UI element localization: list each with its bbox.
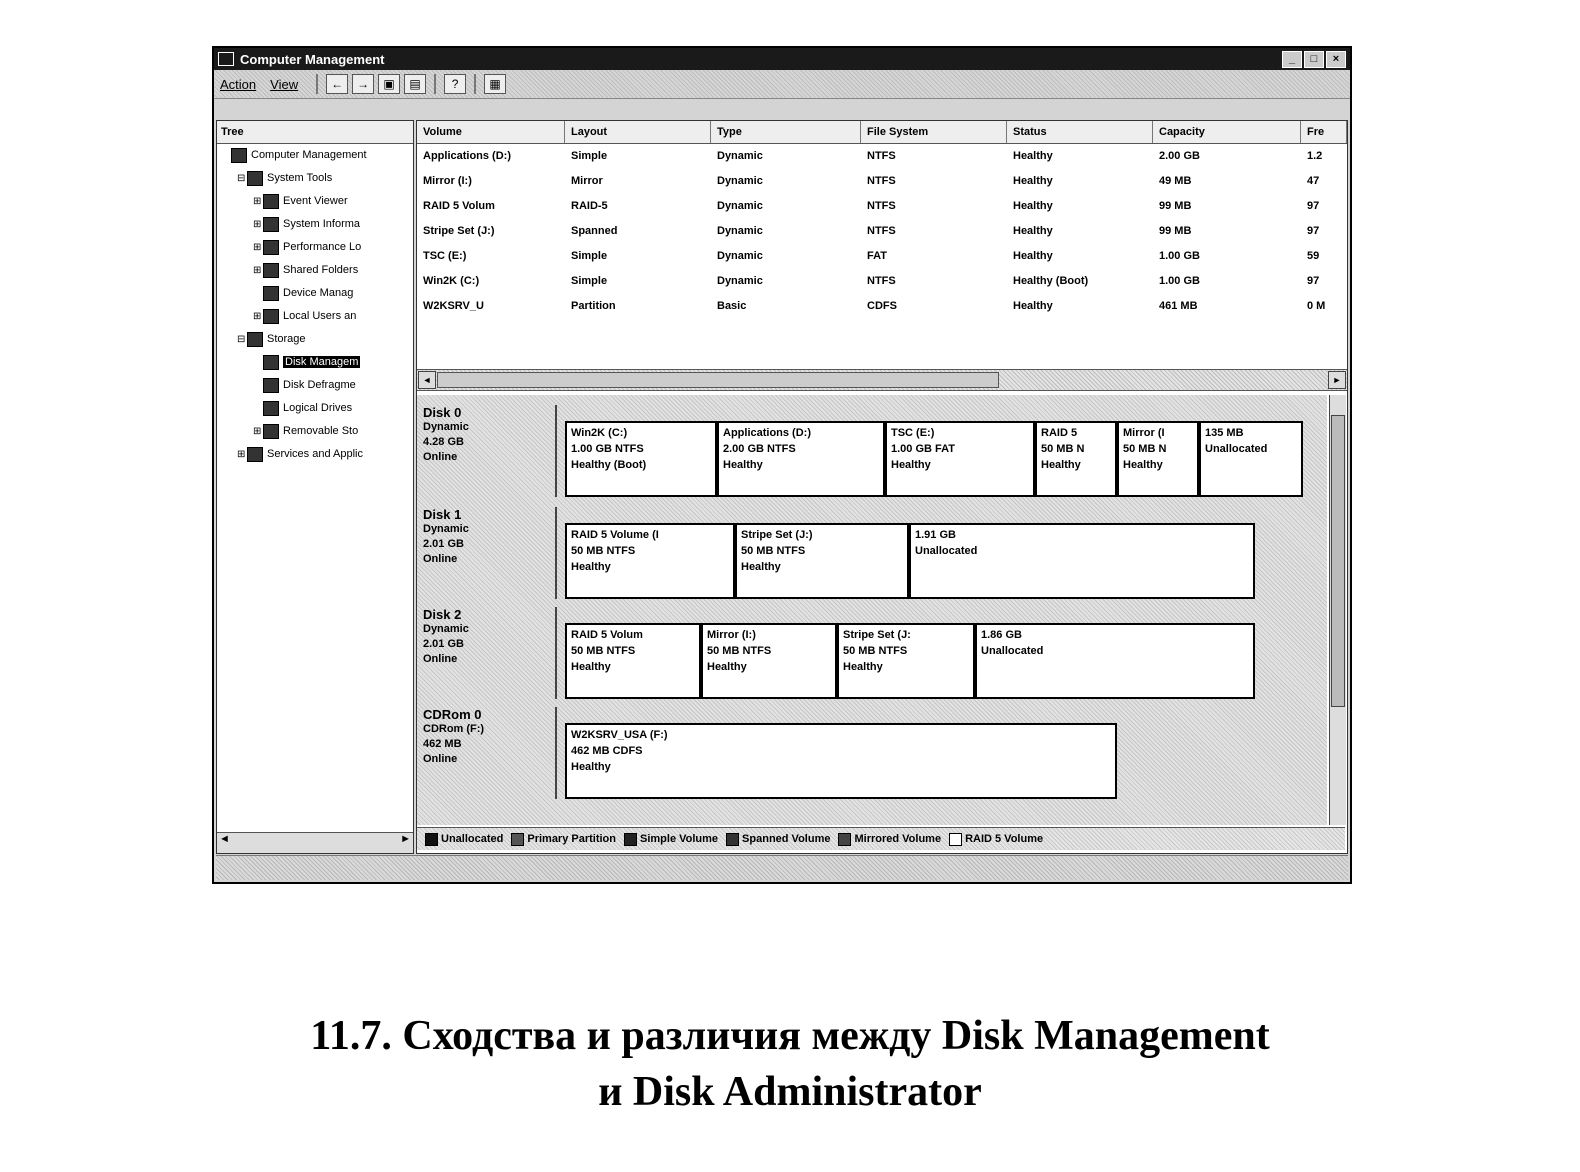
removable-storage-icon — [263, 424, 279, 439]
table-row[interactable] — [417, 219, 1347, 244]
legend-swatch — [726, 833, 739, 846]
disk-name: Disk 0 — [423, 405, 462, 420]
legend-label: Simple Volume — [640, 833, 719, 845]
table-cell: 0 M — [1307, 300, 1326, 312]
table-cell: NTFS — [867, 175, 896, 187]
table-cell: RAID 5 Volum — [423, 200, 495, 212]
caption-line-1: 11.7. Сходства и различия между Disk Management — [310, 1013, 1270, 1059]
legend-label: RAID 5 Volume — [965, 833, 1044, 845]
tree-node[interactable] — [217, 328, 413, 351]
system-info-icon — [263, 217, 279, 232]
table-cell: Dynamic — [717, 275, 763, 287]
scroll-left-icon[interactable]: ◄ — [418, 371, 436, 389]
volume-l1: RAID 5 — [1041, 427, 1078, 439]
column-header[interactable]: File System — [861, 121, 1007, 143]
legend-label: Spanned Volume — [742, 833, 831, 845]
tree-node[interactable] — [217, 351, 413, 374]
volume-l1: RAID 5 Volume (I — [571, 529, 659, 541]
menu-action[interactable]: Action — [220, 76, 257, 92]
tree-node-label: Device Manag — [283, 287, 354, 299]
volume-list-horizontal-scrollbar[interactable] — [417, 369, 1347, 391]
volume-l3: Unallocated — [1205, 443, 1268, 455]
table-cell: NTFS — [867, 150, 896, 162]
volume-l2: 50 MB NTFS — [571, 645, 636, 657]
console-tree — [216, 120, 414, 854]
table-cell: Spanned — [571, 225, 618, 237]
table-cell: Simple — [571, 150, 608, 162]
volume-l1: RAID 5 Volum — [571, 629, 643, 641]
show-hide-tree-icon[interactable]: ▤ — [404, 74, 426, 94]
tree-node[interactable] — [217, 259, 413, 282]
legend-swatch — [425, 833, 438, 846]
volume-l3: Healthy — [1123, 459, 1163, 471]
help-icon[interactable]: ? — [444, 74, 466, 94]
table-cell: Healthy — [1013, 225, 1053, 237]
tree-node[interactable] — [217, 305, 413, 328]
users-icon — [263, 309, 279, 324]
volume-list-header — [417, 121, 1347, 144]
column-header[interactable]: Capacity — [1153, 121, 1301, 143]
figure-caption — [0, 1008, 1580, 1120]
volume-region[interactable] — [701, 623, 837, 699]
table-cell: Simple — [571, 250, 608, 262]
performance-icon — [263, 240, 279, 255]
computer-icon — [231, 148, 247, 163]
table-cell: Dynamic — [717, 175, 763, 187]
table-cell: Mirror — [571, 175, 603, 187]
table-cell: 1.00 GB — [1159, 275, 1200, 287]
tree-node-label: Disk Defragme — [283, 379, 356, 391]
table-row[interactable] — [417, 269, 1347, 294]
disk-name: Disk 2 — [423, 607, 462, 622]
disk-type: Dynamic — [423, 623, 469, 635]
column-header[interactable]: Fre — [1301, 121, 1347, 143]
table-cell: 99 MB — [1159, 200, 1192, 212]
table-cell: Healthy — [1013, 175, 1053, 187]
caption-line-2: и Disk Administrator — [598, 1069, 982, 1115]
table-cell: Win2K (C:) — [423, 275, 480, 287]
column-header[interactable]: Layout — [565, 121, 711, 143]
table-cell: Simple — [571, 275, 608, 287]
tree-node[interactable] — [217, 236, 413, 259]
table-cell: Mirror (I:) — [423, 175, 472, 187]
legend-swatch — [511, 833, 524, 846]
volume-l3: Unallocated — [981, 645, 1044, 657]
column-header[interactable]: Type — [711, 121, 861, 143]
volume-l3: Healthy — [843, 661, 883, 673]
volume-list — [417, 144, 1347, 319]
table-cell: Dynamic — [717, 150, 763, 162]
disk-name: Disk 1 — [423, 507, 462, 522]
legend-label: Unallocated — [441, 833, 504, 845]
tree-node-label: Local Users an — [283, 310, 357, 322]
volume-l3: Healthy (Boot) — [571, 459, 647, 471]
unallocated-region[interactable] — [975, 623, 1255, 699]
tree-node-label: Logical Drives — [283, 402, 353, 414]
menu-bar — [214, 70, 1350, 99]
table-cell: NTFS — [867, 200, 896, 212]
legend-bar — [417, 827, 1345, 850]
column-header[interactable]: Status — [1007, 121, 1153, 143]
expand-collapse-icon[interactable]: ⊞ — [253, 242, 262, 253]
volume-l2: 1.91 GB — [915, 529, 956, 541]
tree-node-label: System Tools — [267, 172, 333, 184]
legend-swatch — [838, 833, 851, 846]
tree-node-label: Storage — [267, 333, 306, 345]
menu-view[interactable]: View — [270, 76, 299, 92]
scroll-right-icon[interactable]: ► — [400, 833, 411, 845]
table-cell: 47 — [1307, 175, 1320, 187]
column-header[interactable]: Volume — [417, 121, 565, 143]
volume-l3: Unallocated — [915, 545, 978, 557]
close-button[interactable]: × — [1326, 51, 1346, 68]
disk-size: 2.01 GB — [423, 538, 464, 550]
volume-l1: W2KSRV_USA (F:) — [571, 729, 668, 741]
title-bar — [214, 48, 1350, 70]
tree-node[interactable] — [217, 144, 413, 167]
table-row[interactable] — [417, 194, 1347, 219]
disk-label[interactable] — [423, 405, 557, 497]
expand-collapse-icon[interactable]: ⊟ — [237, 173, 246, 184]
window-title: Computer Management — [240, 51, 385, 67]
volume-region[interactable] — [565, 421, 717, 497]
tree-node[interactable] — [217, 397, 413, 420]
volume-l2: 50 MB N — [1041, 443, 1085, 455]
disk-label[interactable] — [423, 607, 557, 699]
table-cell: Stripe Set (J:) — [423, 225, 495, 237]
volume-l2: 50 MB NTFS — [707, 645, 772, 657]
table-row[interactable] — [417, 244, 1347, 269]
disk-name: CDRom 0 — [423, 707, 482, 722]
expand-collapse-icon[interactable]: ⊞ — [253, 196, 262, 207]
scroll-thumb[interactable] — [1331, 415, 1345, 707]
tree-node-label: Services and Applic — [267, 448, 363, 460]
volume-region[interactable] — [837, 623, 975, 699]
tree-nodes — [217, 144, 413, 466]
disk-size: 4.28 GB — [423, 436, 464, 448]
disk-size: 2.01 GB — [423, 638, 464, 650]
scroll-right-icon[interactable]: ► — [1328, 371, 1346, 389]
unallocated-region[interactable] — [909, 523, 1255, 599]
disk-type: Dynamic — [423, 523, 469, 535]
disk-label[interactable] — [423, 507, 557, 599]
table-cell: 1.00 GB — [1159, 250, 1200, 262]
table-cell: 1.2 — [1307, 150, 1323, 162]
table-cell: W2KSRV_U — [423, 300, 484, 312]
table-row[interactable] — [417, 144, 1347, 169]
table-cell: Healthy (Boot) — [1013, 275, 1089, 287]
volume-l1: Mirror (I:) — [707, 629, 756, 641]
toolbar-separator — [474, 74, 476, 94]
volume-l2: 135 MB — [1205, 427, 1244, 439]
properties-icon[interactable]: ▦ — [484, 74, 506, 94]
forward-icon[interactable]: → — [352, 74, 374, 94]
volume-region[interactable] — [565, 723, 1117, 799]
volume-l2: 1.86 GB — [981, 629, 1022, 641]
volume-region[interactable] — [717, 421, 885, 497]
table-cell: Applications (D:) — [423, 150, 511, 162]
table-cell: CDFS — [867, 300, 897, 312]
disk-status: Online — [423, 653, 458, 665]
disk-view-vertical-scrollbar[interactable] — [1329, 395, 1346, 825]
volume-l1: Stripe Set (J:) — [741, 529, 813, 541]
volume-l2: 50 MB NTFS — [571, 545, 636, 557]
table-cell: Healthy — [1013, 150, 1053, 162]
disk-graphical-view — [417, 395, 1327, 825]
table-cell: NTFS — [867, 275, 896, 287]
legend-swatch — [624, 833, 637, 846]
scroll-thumb[interactable] — [437, 372, 999, 388]
volume-region[interactable] — [735, 523, 909, 599]
computer-management-window — [212, 46, 1352, 884]
tree-node[interactable] — [217, 443, 413, 466]
tree-node-label: Computer Management — [251, 149, 367, 161]
volume-l3: Healthy — [1041, 459, 1081, 471]
expand-collapse-icon[interactable]: ⊞ — [237, 449, 246, 460]
table-row[interactable] — [417, 294, 1347, 319]
volume-l1: Win2K (C:) — [571, 427, 628, 439]
tree-node[interactable] — [217, 213, 413, 236]
volume-l3: Healthy — [571, 661, 611, 673]
table-cell: 59 — [1307, 250, 1320, 262]
logical-drives-icon — [263, 401, 279, 416]
device-manager-icon — [263, 286, 279, 301]
volume-region[interactable] — [885, 421, 1035, 497]
scroll-left-icon[interactable]: ◄ — [219, 833, 230, 845]
volume-l2: 1.00 GB NTFS — [571, 443, 644, 455]
table-cell: Dynamic — [717, 250, 763, 262]
table-cell: 97 — [1307, 200, 1320, 212]
table-cell: Healthy — [1013, 300, 1053, 312]
tree-tab[interactable]: Tree — [217, 121, 413, 144]
details-pane — [416, 120, 1348, 854]
volume-region[interactable] — [565, 623, 701, 699]
services-icon — [247, 447, 263, 462]
table-cell: FAT — [867, 250, 887, 262]
storage-icon — [247, 332, 263, 347]
app-icon — [218, 52, 234, 66]
unallocated-region[interactable] — [1199, 421, 1303, 497]
disk-size: 462 MB — [423, 738, 462, 750]
tree-node[interactable] — [217, 374, 413, 397]
tree-node[interactable] — [217, 282, 413, 305]
table-cell: 99 MB — [1159, 225, 1192, 237]
volume-l2: 50 MB N — [1123, 443, 1167, 455]
tree-node-label: Performance Lo — [283, 241, 362, 253]
table-cell: Dynamic — [717, 225, 763, 237]
table-cell: 49 MB — [1159, 175, 1192, 187]
table-row[interactable] — [417, 169, 1347, 194]
up-folder-icon[interactable]: ▣ — [378, 74, 400, 94]
table-cell: 2.00 GB — [1159, 150, 1200, 162]
tree-node-label: Removable Sto — [283, 425, 359, 437]
expand-collapse-icon[interactable]: ⊞ — [253, 219, 262, 230]
volume-l1: Applications (D:) — [723, 427, 811, 439]
table-cell: RAID-5 — [571, 200, 608, 212]
disk-status: Online — [423, 553, 458, 565]
volume-region[interactable] — [1035, 421, 1117, 497]
volume-l2: 462 MB CDFS — [571, 745, 643, 757]
volume-l2: 50 MB NTFS — [741, 545, 806, 557]
volume-l3: Healthy — [723, 459, 763, 471]
minimize-button[interactable]: _ — [1282, 51, 1302, 68]
table-cell: Dynamic — [717, 200, 763, 212]
disk-management-icon — [263, 355, 279, 370]
table-cell: Healthy — [1013, 200, 1053, 212]
volume-l3: Healthy — [571, 761, 611, 773]
expand-collapse-icon[interactable]: ⊟ — [237, 334, 246, 345]
tools-icon — [247, 171, 263, 186]
table-cell: Healthy — [1013, 250, 1053, 262]
disk-type: Dynamic — [423, 421, 469, 433]
expand-collapse-icon[interactable]: ⊞ — [253, 426, 262, 437]
defrag-icon — [263, 378, 279, 393]
table-cell: NTFS — [867, 225, 896, 237]
expand-collapse-icon[interactable]: ⊞ — [253, 311, 262, 322]
event-viewer-icon — [263, 194, 279, 209]
toolbar-separator — [434, 74, 436, 94]
disk-label[interactable] — [423, 707, 557, 799]
disk-status: Online — [423, 753, 458, 765]
volume-l3: Healthy — [741, 561, 781, 573]
expand-collapse-icon[interactable]: ⊞ — [253, 265, 262, 276]
table-cell: TSC (E:) — [423, 250, 467, 262]
tree-horizontal-scrollbar[interactable] — [217, 832, 413, 853]
table-cell: 461 MB — [1159, 300, 1198, 312]
volume-l3: Healthy — [571, 561, 611, 573]
table-cell: Partition — [571, 300, 616, 312]
volume-l1: Stripe Set (J: — [843, 629, 911, 641]
legend-label: Primary Partition — [527, 833, 616, 845]
tree-node-label: System Informa — [283, 218, 361, 230]
table-cell: 97 — [1307, 275, 1320, 287]
legend-swatch — [949, 833, 962, 846]
legend-label: Mirrored Volume — [854, 833, 942, 845]
volume-l3: Healthy — [891, 459, 931, 471]
volume-l2: 1.00 GB FAT — [891, 443, 955, 455]
disk-type: CDRom (F:) — [423, 723, 485, 735]
table-cell: Basic — [717, 300, 747, 312]
volume-region[interactable] — [1117, 421, 1199, 497]
tree-node-label: Shared Folders — [283, 264, 359, 276]
tree-node[interactable] — [217, 190, 413, 213]
shared-folders-icon — [263, 263, 279, 278]
tree-node[interactable] — [217, 420, 413, 443]
tree-node-label: Event Viewer — [283, 195, 348, 207]
disk-status: Online — [423, 451, 458, 463]
volume-l2: 2.00 GB NTFS — [723, 443, 796, 455]
tree-node-label: Disk Managem — [285, 356, 359, 368]
volume-l3: Healthy — [707, 661, 747, 673]
volume-l1: Mirror (I — [1123, 427, 1165, 439]
back-icon[interactable]: ← — [326, 74, 348, 94]
volume-l1: TSC (E:) — [891, 427, 935, 439]
table-cell: 97 — [1307, 225, 1320, 237]
status-bar — [216, 855, 1348, 880]
volume-l2: 50 MB NTFS — [843, 645, 908, 657]
toolbar-separator — [316, 74, 318, 94]
tree-node[interactable] — [217, 167, 413, 190]
volume-region[interactable] — [565, 523, 735, 599]
maximize-button[interactable]: □ — [1304, 51, 1324, 68]
